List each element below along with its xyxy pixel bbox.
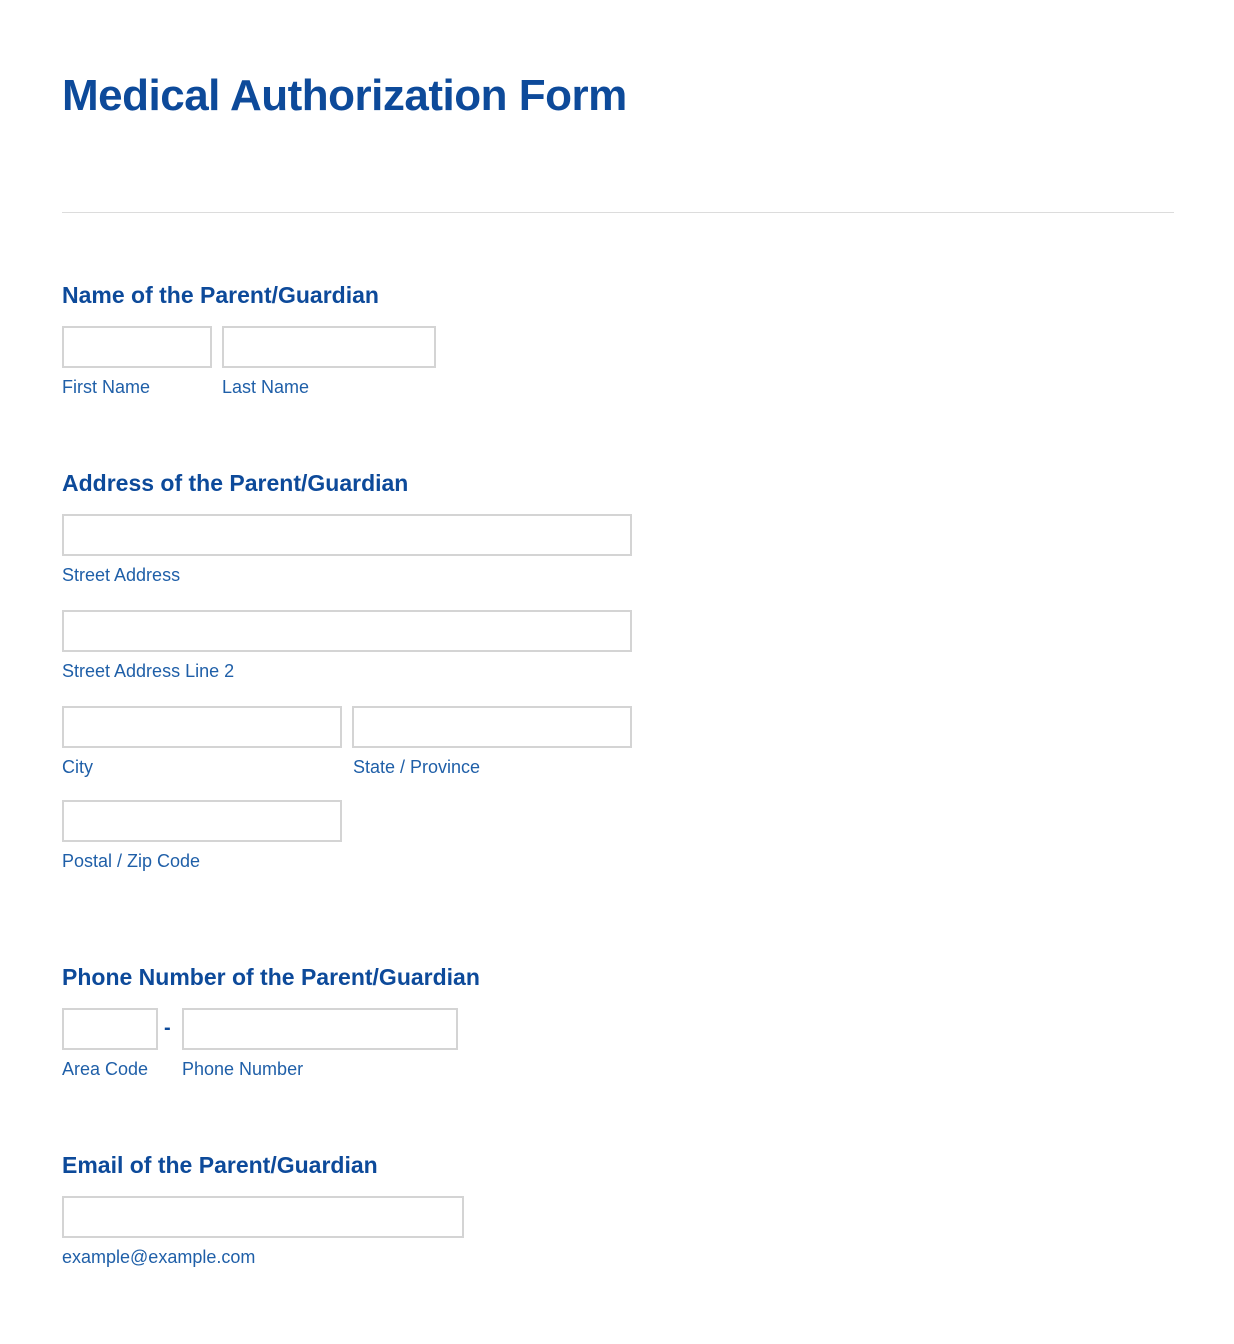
header-divider <box>62 212 1174 213</box>
street-address-input[interactable] <box>62 514 632 556</box>
phone-number-sublabel: Phone Number <box>182 1059 304 1079</box>
first-name-sublabel: First Name <box>62 377 151 397</box>
phone-number-input[interactable] <box>182 1008 458 1050</box>
form-title: Medical Authorization Form <box>62 71 627 120</box>
email-sublabel: example@example.com <box>62 1247 256 1267</box>
postal-code-sublabel: Postal / Zip Code <box>62 851 201 871</box>
last-name-sublabel: Last Name <box>222 377 310 397</box>
state-province-input[interactable] <box>352 706 632 748</box>
area-code-sublabel: Area Code <box>62 1059 149 1079</box>
first-name-input[interactable] <box>62 326 212 368</box>
state-province-sublabel: State / Province <box>353 757 481 777</box>
phone-separator: - <box>164 1017 171 1039</box>
phone-section-label: Phone Number of the Parent/Guardian <box>62 964 480 990</box>
name-section-label: Name of the Parent/Guardian <box>62 282 379 308</box>
email-input[interactable] <box>62 1196 464 1238</box>
street-address-line2-input[interactable] <box>62 610 632 652</box>
city-sublabel: City <box>62 757 93 777</box>
area-code-input[interactable] <box>62 1008 158 1050</box>
city-input[interactable] <box>62 706 342 748</box>
street-address-line2-sublabel: Street Address Line 2 <box>62 661 235 681</box>
address-section-label: Address of the Parent/Guardian <box>62 470 409 496</box>
street-address-sublabel: Street Address <box>62 565 181 585</box>
last-name-input[interactable] <box>222 326 436 368</box>
postal-code-input[interactable] <box>62 800 342 842</box>
email-section-label: Email of the Parent/Guardian <box>62 1152 378 1178</box>
